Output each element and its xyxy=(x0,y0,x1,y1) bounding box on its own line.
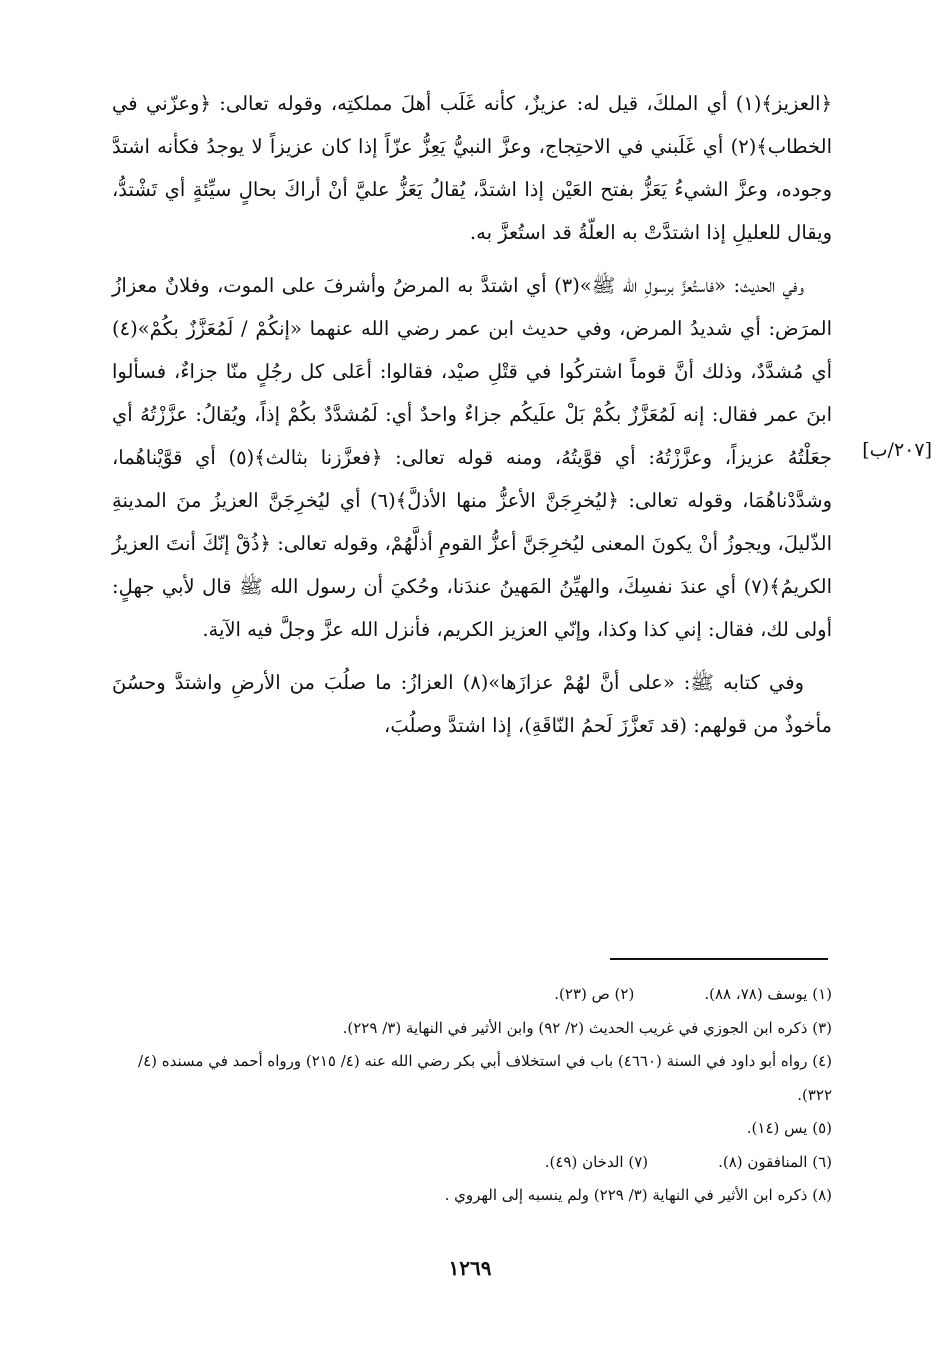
footnote-row-1 xyxy=(112,978,832,1012)
footnote-6: (٦) المنافقون (٨). xyxy=(718,1152,832,1171)
footnote-7: (٧) الدخان (٤٩). xyxy=(544,1152,649,1171)
footnote-4: (٤) رواه أبو داود في السنة (٤٦٦٠) باب في استخلاف أبي بكر رضي الله عنه (٤/ ٢١٥) ورواه أحمد في مسنده (٤/ ٣٢٢). xyxy=(138,1052,832,1104)
footnote-8: (٨) ذكره ابن الأثير في النهاية (٣/ ٢٢٩) ولم ينسبه إلى الهروي . xyxy=(444,1186,832,1204)
paragraph-1: ﴿العزيز﴾(١) أي الملكَ، قيل له: عزيزٌ، كأنه غَلَب أهلَ مملكتِه، وقوله تعالى: ﴿وعزّني في الخطاب﴾(٢) أي غَلَبني في الاحتِجاج، وعزَّ النبيُّ يَعِزُّ عزّاً إذا كان عزيزاً لا يوجدُ فكأنه اشتدَّ وجوده، وعزَّ الشيءُ يَعَزُّ بفتح العَيْن إذا اشتدَّ، يُقالُ يَعَزُّ عليَّ أنْ أراكَ بحالٍ سيِّئةٍ أي تَشْتدُّ، ويقال للعليلِ إذا اشتدَّتْ به العلّةُ قد استُعزَّ به. xyxy=(112,92,832,244)
main-text xyxy=(112,82,832,747)
page-number: ١٢٦٩ xyxy=(448,1256,492,1280)
footnote-1: (١) يوسف (٧٨، ٨٨). xyxy=(704,985,832,1003)
footnote-2: (٢) ص (٢٣). xyxy=(554,985,635,1003)
footnote-row-2 xyxy=(112,1146,832,1180)
footnote-3: (٣) ذكره ابن الجوزي في غريب الحديث (٢/ ٩٢) وابن الأثير في النهاية (٣/ ٢٢٩). xyxy=(342,1018,832,1037)
footnotes xyxy=(112,978,832,1213)
paragraph-3: وفي كتابه ﷺ: «على أنَّ لهُمْ عزازَها»(٨) العزازُ: ما صلُبَ من الأرضِ واشتدَّ وحسُنَ مأخوذٌ من قولهم: (قد تَعزَّزَ لَحمُ النّاقَةِ)، إذا اشتدَّ وصلُبَ، xyxy=(112,671,832,737)
folio-reference: [٢٠٧/ب] xyxy=(862,439,932,461)
footnote-separator xyxy=(610,958,828,960)
paragraph-2: وفي الحديث: «فاستُعزَّ برسولِ الله ﷺ»(٣) أي اشتدَّ به المرضُ وأشرفَ على الموت، وفلانٌ معزازُ المرَض: أي شديدُ المرض، وفي حديث ابن عمر رضي الله عنهما «إنكُمْ / لَمُعَزَّزٌ بكُمْ»(٤) أي مُشدَّدٌ، وذلك أنَّ قوماً اشتركُوا في قتْلِ صيْد، فقالوا: أعَلى كل رجُلٍ منّا جزاءٌ، فسألوا ابنَ عمر فقال: إنه لَمُعَزَّزٌ بكُمْ بَلْ علَيكُم جزاءٌ واحدٌ أي: لَمُشدَّدٌ بكُمْ إذاً، ويُقالُ: عزَّزْتُهُ أي جعَلْتُهُ عزيزاً، وعزَّزْتُهُ: أي قوَّيتُهُ، ومنه قوله تعالى: ﴿فعزَّزنا بثالث﴾(٥) أي قوَّيْناهُما، وشدَّدْناهُمَا، وقوله تعالى: ﴿ليُخرِجَنَّ الأعزُّ منها الأذلَّ﴾(٦) أي ليُخرِجَنَّ العزيزُ منَ المدينةِ الذّليلَ، ويجوزُ أنْ يكونَ المعنى ليُخرِجَنَّ أعزُّ القومِ أذلَّهُمْ، وقوله تعالى: ﴿ذُقْ إنّكَ أنتَ العزيزُ الكريمُ﴾(٧) أي عندَ نفسِكَ، والهيِّنُ المَهينُ عندَنا، وحُكيَ أن رسول الله ﷺ قال لأبي جهلٍ: أولى لك، فقال: إني كذا وكذا، وإنّي العزيز الكريم، فأنزل الله عزَّ وجلَّ فيه الآية. xyxy=(112,274,832,641)
footnote-5: (٥) يس (١٤). xyxy=(746,1119,832,1137)
